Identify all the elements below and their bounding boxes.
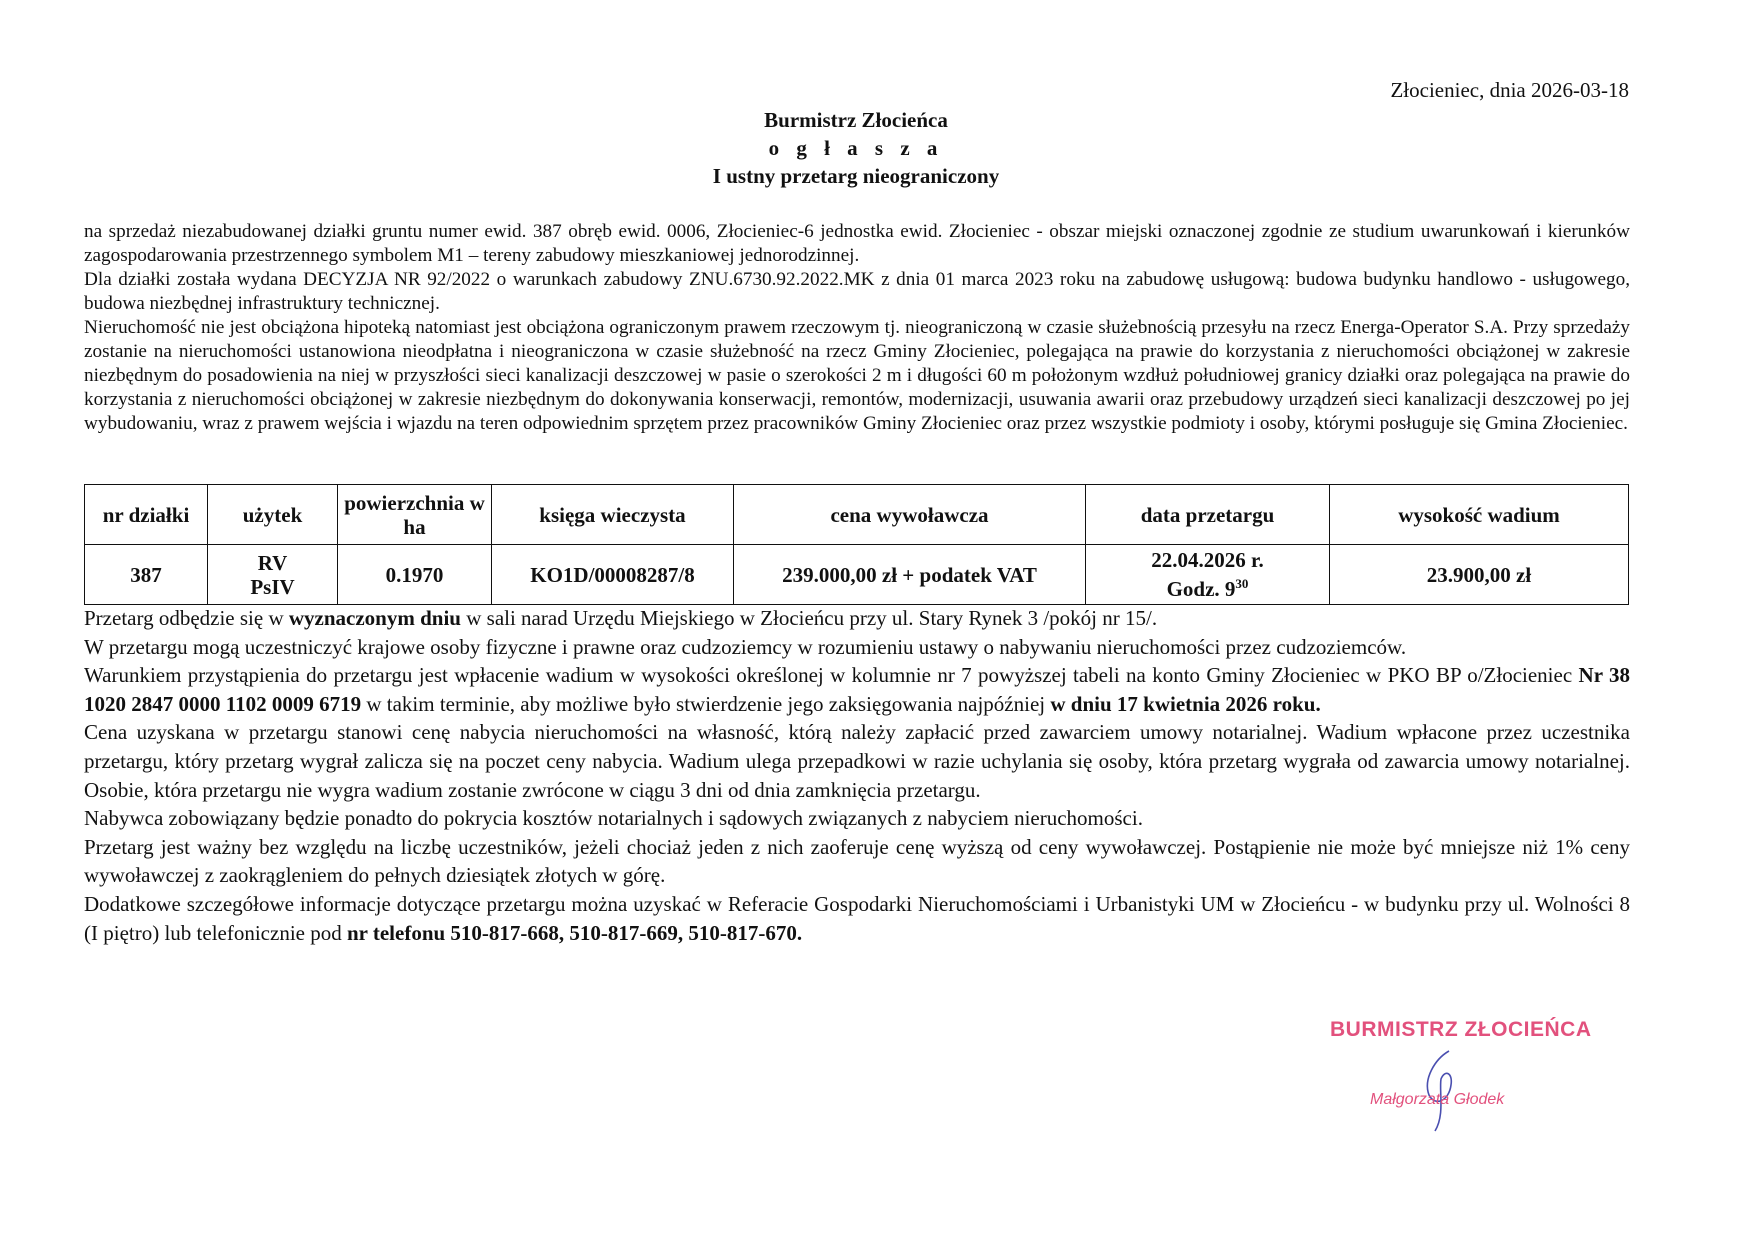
auction-title: I ustny przetarg nieograniczony bbox=[712, 164, 1000, 188]
terms-paragraph-7 bbox=[84, 890, 1630, 947]
deposit-deadline: w dniu 17 kwietnia 2026 roku. bbox=[1050, 691, 1321, 716]
header-deposit: wysokość wadium bbox=[1330, 485, 1629, 545]
cell-plot-number: 387 bbox=[85, 545, 208, 605]
terms-paragraph-2: W przetargu mogą uczestniczyć krajowe osoby fizyczne i prawne oraz cudzoziemcy w rozumieniu ustawy o nabywaniu nieruchomości przez cudzoziemców. bbox=[84, 634, 1407, 659]
auction-table bbox=[84, 484, 1629, 605]
phone-numbers: nr telefonu 510-817-668, 510-817-669, 510-817-670. bbox=[346, 920, 803, 945]
handwritten-signature bbox=[1405, 1045, 1485, 1135]
cell-land-use bbox=[208, 545, 338, 605]
terms-text: w sali narad Urzędu Miejskiego w Złocieńcu przy ul. Stary Rynek 3 /pokój nr 15/. bbox=[460, 606, 1158, 630]
land-use-class-1: RV bbox=[257, 550, 288, 575]
terms-text: Dodatkowe szczegółowe informacje dotyczące przetargu można uzyskać w Referacie Gospodarki Nieruchomościami i Urbanistyki UM w Złocieńcu - w budynku przy ul. Wolności 8 (I piętro) lub telefonicznie pod bbox=[84, 891, 1630, 945]
auction-time-minutes: 30 bbox=[1235, 576, 1249, 591]
mayor-stamp: BURMISTRZ ZŁOCIEŃCA bbox=[1330, 1018, 1592, 1041]
auction-terms bbox=[84, 604, 1630, 947]
terms-text: Warunkiem przystąpienia do przetargu jest wpłacenie wadium w wysokości określonej w kolumnie nr 7 powyższej tabeli na konto Gminy Złocieniec w PKO BP o/Złocieniec bbox=[84, 663, 1579, 688]
land-use-class-2: PsIV bbox=[250, 574, 295, 599]
auction-time bbox=[1090, 572, 1325, 601]
terms-paragraph-1 bbox=[84, 604, 1630, 633]
announces-line: o g ł a s z a bbox=[768, 136, 944, 160]
cell-area: 0.1970 bbox=[338, 545, 492, 605]
intro-paragraph-3: Nieruchomość nie jest obciążona hipoteką natomiast jest obciążona ograniczonym prawem rzeczowym tj. nieograniczoną w czasie służebnością przesyłu na rzecz Energa-Operator S.A. Przy sprzedaży zostanie na nieruchomości ustanowiona nieodpłatna i nieograniczona w czasie służebność na rzecz Gminy Złocieniec, polegająca na prawie do korzystania z nieruchomości obciążonej w zakresie niezbędnym do posadowienia na niej w przyszłości sieci kanalizacji deszczowej w pasie o szerokości 2 m i długości 60 m położonym wzdłuż południowej granicy działki oraz polegająca na prawie do korzystania z nieruchomości obciążonej w zakresie niezbędnym do dokonywania konserwacji, remontów, modernizacji, usuwania awarii oraz przebudowy urządzeń sieci kanalizacji deszczowej po jej wybudowaniu, wraz z prawem wejścia i wjazdu na teren odpowiednim sprzętem przez pracowników Gminy Złocieniec oraz przez wszystkie podmioty i osoby, którymi posługuje się Gmina Złocieniec. bbox=[84, 317, 1630, 434]
terms-text: w takim terminie, aby możliwe było stwierdzenie jego zaksięgowania najpóźniej bbox=[361, 691, 1051, 716]
cell-auction-date bbox=[1086, 545, 1330, 605]
property-description bbox=[84, 220, 1630, 436]
terms-paragraph-3 bbox=[84, 661, 1630, 718]
intro-paragraph-1: na sprzedaż niezabudowanej działki gruntu numer ewid. 387 obręb ewid. 0006, Złocieniec-6 jednostka ewid. Złocieniec - obszar miejski oznaczonej zgodnie ze studium uwarunkowań i kierunków zagospodarowania przestrzennego symbolem M1 – tereny zabudowy mieszkaniowej jednorodzinnej. bbox=[84, 221, 1630, 266]
terms-paragraph-6: Przetarg jest ważny bez względu na liczbę uczestników, jeżeli chociaż jeden z nich zaoferuje cenę wyższą od ceny wywoławczej. Postąpienie nie może być mniejsze niż 1% ceny wywoławczej z zaokrągleniem do pełnych dziesiątek złotych w górę. bbox=[84, 834, 1630, 888]
table-header-row bbox=[85, 485, 1629, 545]
auction-date: 22.04.2026 r. bbox=[1151, 548, 1264, 572]
place-and-date: Złocieniec, dnia 2026-03-18 bbox=[1390, 78, 1629, 102]
header-auction-date: data przetargu bbox=[1086, 485, 1330, 545]
signer-name: Małgorzata Głodek bbox=[1370, 1091, 1505, 1108]
cell-starting-price: 239.000,00 zł + podatek VAT bbox=[734, 545, 1086, 605]
header-land-use: użytek bbox=[208, 485, 338, 545]
bank-account-number: Nr 38 1020 2847 0000 1102 0009 6719 bbox=[84, 663, 1630, 716]
header-starting-price: cena wywoławcza bbox=[734, 485, 1086, 545]
cell-land-register: KO1D/00008287/8 bbox=[492, 545, 734, 605]
cell-deposit: 23.900,00 zł bbox=[1330, 545, 1629, 605]
header-area: powierzchnia w ha bbox=[338, 485, 492, 545]
terms-text: Przetarg odbędzie się w bbox=[84, 606, 289, 630]
announcement-heading bbox=[0, 106, 1712, 190]
authority-title: Burmistrz Złocieńca bbox=[764, 108, 948, 132]
terms-paragraph-5: Nabywca zobowiązany będzie ponadto do pokrycia kosztów notarialnych i sądowych związanych z nabyciem nieruchomości. bbox=[84, 806, 1143, 831]
terms-paragraph-4: Cena uzyskana w przetargu stanowi cenę nabycia nieruchomości na własność, którą należy zapłacić przed zawarciem umowy notarialnej. Wadium wpłacone przez uczestnika przetargu, który przetarg wygrał zalicza się na poczet ceny nabycia. Wadium ulega przepadkowi w razie uchylania się osoby, która przetarg wygrała od zawarcia umowy notarialnej. Osobie, która przetargu nie wygra wadium zostanie zwrócone w ciągu 3 dni od dnia zamknięcia przetargu. bbox=[84, 720, 1630, 802]
auction-time-hour: Godz. 9 bbox=[1166, 577, 1236, 601]
intro-paragraph-2: Dla działki została wydana DECYZJA NR 92/2022 o warunkach zabudowy ZNU.6730.92.2022.MK z dnia 01 marca 2023 roku na zabudowę usługową: budowa budynku handlowo - usługowego, budowa niezbędnej infrastruktury technicznej. bbox=[84, 269, 1630, 314]
table-row bbox=[85, 545, 1629, 605]
header-plot-number: nr działki bbox=[85, 485, 208, 545]
header-land-register: księga wieczysta bbox=[492, 485, 734, 545]
terms-emphasis: wyznaczonym dniu bbox=[288, 606, 461, 630]
